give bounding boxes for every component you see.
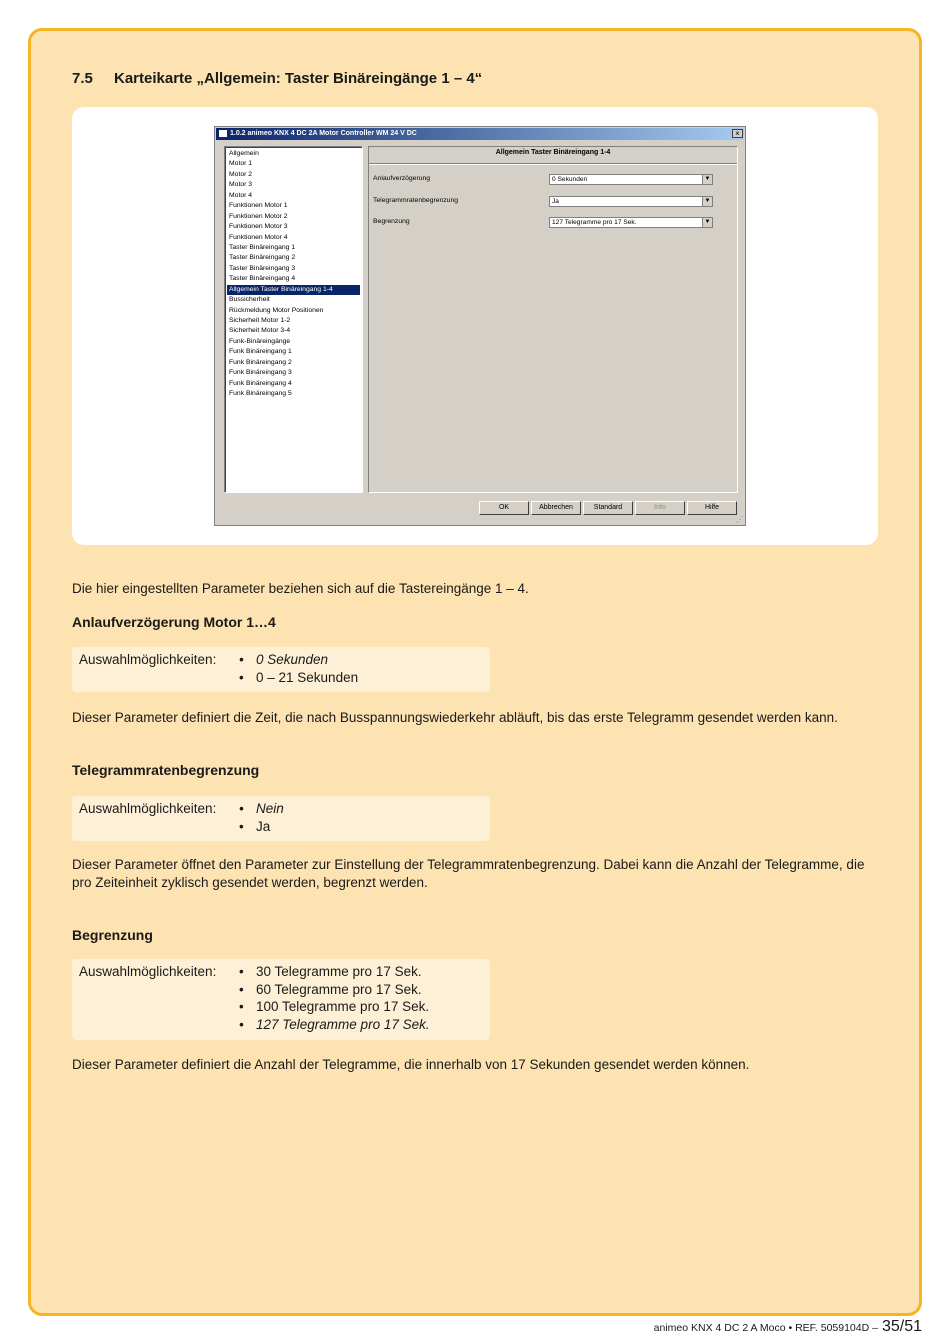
param-label: Anlaufverzögerung [373, 175, 431, 182]
default-button[interactable]: Standard [583, 501, 633, 515]
options-list [239, 963, 430, 1033]
tree-item-bussicherheit[interactable]: Bussicherheit [229, 296, 270, 304]
option-item: • 60 Telegramme pro 17 Sek. [239, 981, 430, 999]
options-box-telegramm [72, 796, 490, 841]
select-value: 0 Sekunden [552, 176, 588, 183]
options-label: Auswahlmöglichkeiten: [79, 652, 217, 667]
option-item: • 100 Telegramme pro 17 Sek. [239, 998, 430, 1016]
tree-item-motor-1[interactable]: Motor 1 [229, 160, 253, 168]
option-item: • 0 – 21 Sekunden [239, 669, 358, 687]
tree-item-motor-2[interactable]: Motor 2 [229, 170, 253, 178]
option-item: • 127 Telegramme pro 17 Sek. [239, 1016, 430, 1034]
options-label: Auswahlmöglichkeiten: [79, 801, 217, 816]
select-value: Ja [552, 198, 559, 205]
page-number: 35/51 [881, 1318, 922, 1335]
ok-button[interactable]: OK [479, 501, 529, 515]
chevron-down-icon[interactable]: ▼ [702, 175, 712, 184]
tree-item-taster-1[interactable]: Taster Binäreingang 1 [229, 243, 296, 251]
select-value: 127 Telegramme pro 17 Sek. [552, 219, 637, 226]
app-icon [219, 130, 227, 137]
section-heading [72, 70, 482, 87]
tree-item-funktionen-motor-3[interactable]: Funktionen Motor 3 [229, 223, 288, 231]
cancel-button[interactable]: Abbrechen [531, 501, 581, 515]
options-label: Auswahlmöglichkeiten: [79, 964, 217, 979]
param-description-begrenzung: Dieser Parameter definiert die Anzahl der Telegramme, die innerhalb von 17 Sekunden gesendet werden können. [72, 1057, 750, 1072]
option-item: • 0 Sekunden [239, 651, 358, 669]
page-footer [654, 1318, 922, 1336]
tree-item-funk-5[interactable]: Funk Binäreingang 5 [229, 390, 292, 398]
options-box-begrenzung [72, 959, 490, 1040]
tree-item-rueckmeldung[interactable]: Rückmeldung Motor Positionen [229, 306, 324, 314]
param-label: Begrenzung [373, 218, 410, 225]
options-list [239, 800, 284, 835]
option-item: • 30 Telegramme pro 17 Sek. [239, 963, 430, 981]
tree-item-taster-2[interactable]: Taster Binäreingang 2 [229, 254, 296, 262]
tree-item-funk-binaer[interactable]: Funk-Binäreingänge [229, 337, 291, 345]
tree-item-allgemein-taster[interactable]: Allgemein Taster Binäreingang 1-4 [227, 285, 360, 295]
options-list [239, 651, 358, 686]
tree-item-funktionen-motor-4[interactable]: Funktionen Motor 4 [229, 233, 288, 241]
tree-item-sicherheit-3-4[interactable]: Sicherheit Motor 3-4 [229, 327, 291, 335]
tree-item-funk-4[interactable]: Funk Binäreingang 4 [229, 379, 292, 387]
param-heading-begrenzung: Begrenzung [72, 927, 153, 943]
options-box-anlauf [72, 647, 490, 692]
resize-grip-icon[interactable]: ⋰ [736, 515, 744, 524]
panel-divider [369, 163, 737, 165]
dialog-titlebar[interactable] [216, 128, 744, 140]
tree-item-taster-3[interactable]: Taster Binäreingang 3 [229, 264, 296, 272]
intro-text: Die hier eingestellten Parameter beziehen sich auf die Tastereingänge 1 – 4. [72, 581, 529, 596]
section-title: Karteikarte „Allgemein: Taster Binäreingänge 1 – 4“ [114, 70, 483, 87]
footer-text: animeo KNX 4 DC 2 A Moco • REF. 5059104D – [653, 1322, 878, 1334]
tree-item-taster-4[interactable]: Taster Binäreingang 4 [229, 275, 296, 283]
option-item: • Ja [239, 818, 284, 836]
parameter-dialog [214, 126, 746, 526]
tree-item-funktionen-motor-1[interactable]: Funktionen Motor 1 [229, 202, 288, 210]
telegramm-select[interactable] [549, 196, 713, 207]
tree-item-sicherheit-1-2[interactable]: Sicherheit Motor 1-2 [229, 317, 291, 324]
param-label: Telegrammratenbegrenzung [373, 197, 459, 204]
tree-item-allgemein[interactable]: Allgemein [229, 150, 259, 157]
parameter-panel [368, 146, 738, 493]
info-button[interactable]: Info [635, 501, 685, 515]
tree-item-funk-1[interactable]: Funk Binäreingang 1 [229, 348, 292, 356]
begrenzung-select[interactable] [549, 217, 713, 228]
tree-item-motor-3[interactable]: Motor 3 [229, 181, 253, 189]
section-number: 7.5 [72, 70, 93, 87]
help-button[interactable]: Hilfe [687, 501, 737, 515]
chevron-down-icon[interactable]: ▼ [702, 218, 712, 227]
tree-item-funk-2[interactable]: Funk Binäreingang 2 [229, 358, 292, 366]
tree-item-motor-4[interactable]: Motor 4 [229, 191, 253, 199]
anlauf-select[interactable] [549, 174, 713, 185]
tree-item-funk-3[interactable]: Funk Binäreingang 3 [229, 369, 292, 377]
panel-title: Allgemein Taster Binäreingang 1-4 [495, 149, 611, 156]
tree-item-funktionen-motor-2[interactable]: Funktionen Motor 2 [229, 212, 288, 220]
close-button[interactable]: × [732, 129, 743, 138]
dialog-title: 1.0.2 animeo KNX 4 DC 2A Motor Controller WM 24 V DC [230, 130, 417, 137]
param-heading-anlauf: Anlaufverzögerung Motor 1…4 [72, 614, 276, 630]
parameter-tree[interactable] [224, 146, 363, 493]
param-heading-telegramm: Telegrammratenbegrenzung [72, 762, 260, 778]
param-description-anlauf: Dieser Parameter definiert die Zeit, die nach Busspannungswiederkehr abläuft, bis das erste Telegramm gesendet werden kann. [72, 710, 838, 725]
param-description-telegramm: Dieser Parameter öffnet den Parameter zur Einstellung der Telegrammratenbegrenzung. Dabei kann die Anzahl der Telegramme, die pro Zeiteinheit zyklisch gesendet werden, begrenzt werden. [72, 857, 865, 890]
chevron-down-icon[interactable]: ▼ [702, 197, 712, 206]
option-item: • Nein [239, 800, 284, 818]
